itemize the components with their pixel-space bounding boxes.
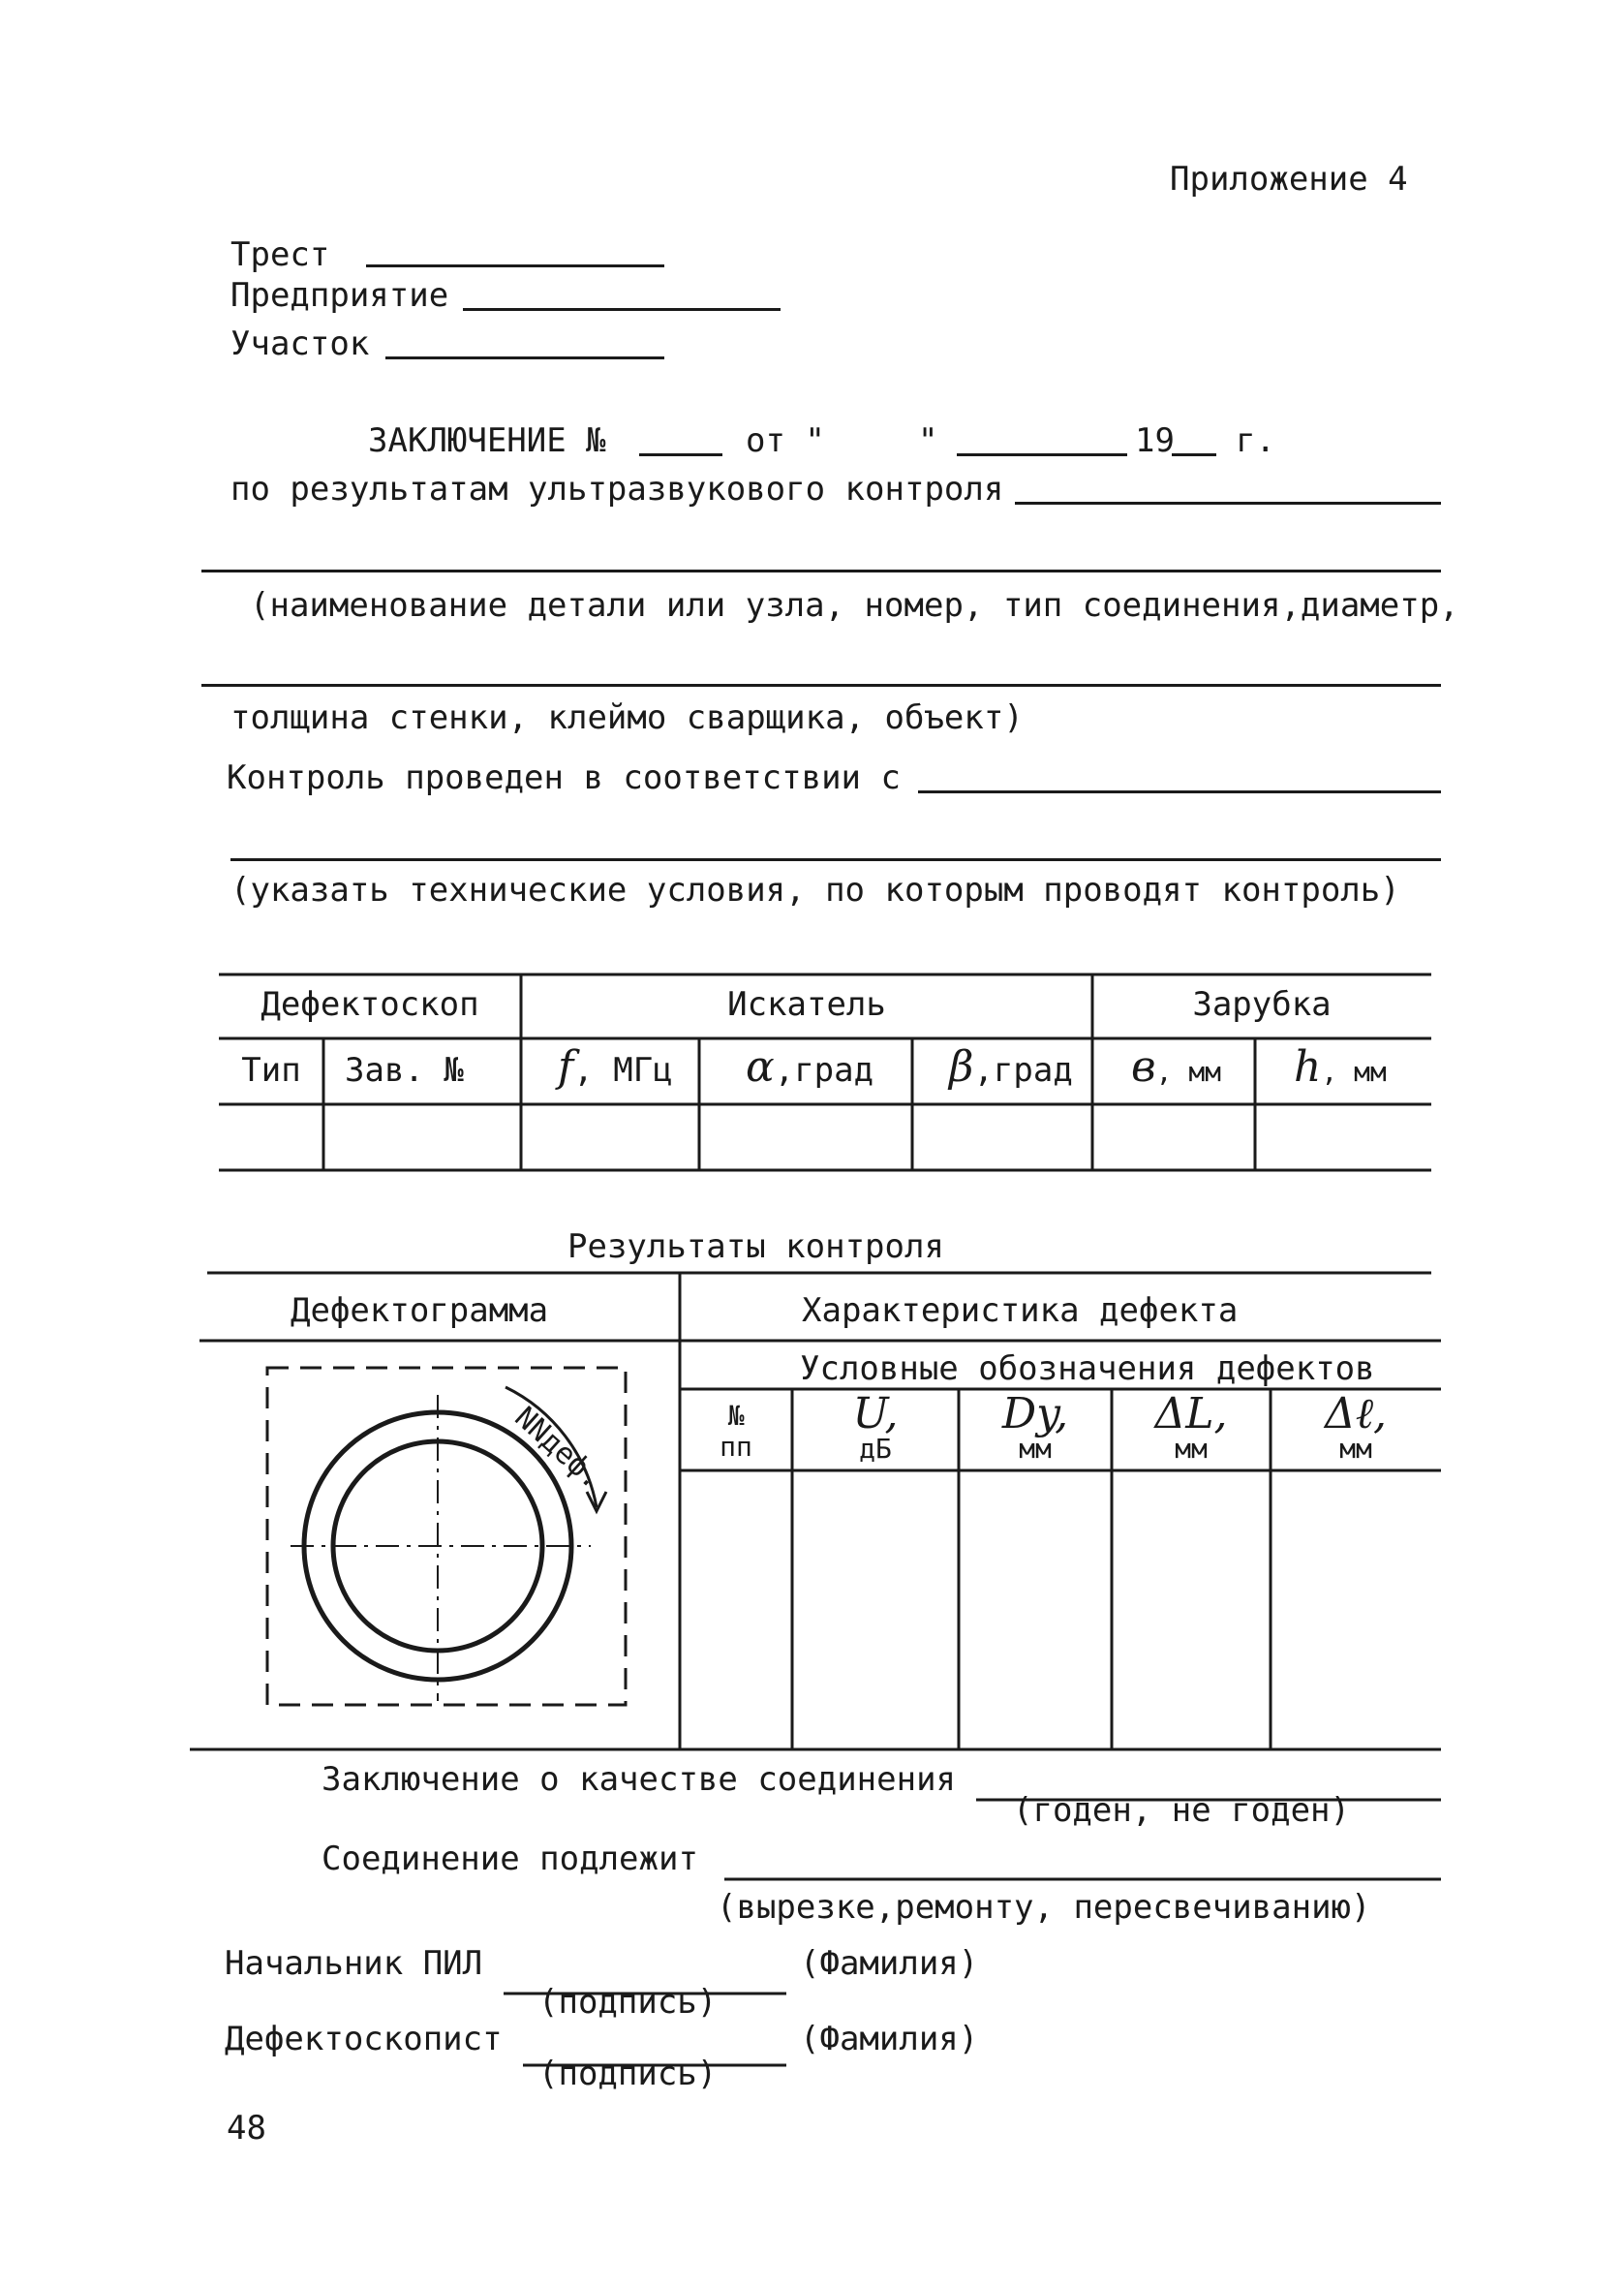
- conclusion-title: ЗАКЛЮЧЕНИЕ №: [368, 421, 606, 460]
- subject-label: Соединение подлежит: [322, 1840, 698, 1878]
- defect-number-arc-label: NNдеф.: [507, 1400, 609, 1497]
- col-serial: Зав. №: [345, 1051, 464, 1090]
- col-beta: β,град: [949, 1042, 1073, 1092]
- defectogram-label: Дефектограмма: [291, 1291, 549, 1330]
- chief-label: Начальник ПИЛ: [225, 1944, 483, 1983]
- col-alpha: α,град: [746, 1042, 874, 1092]
- col-defect-number: № пп: [720, 1400, 752, 1463]
- year-label: 19: [1135, 421, 1175, 460]
- inspector-sign-hint: (подпись): [538, 2055, 718, 2093]
- group-probe: Искатель: [727, 985, 886, 1024]
- year-suffix: г.: [1236, 421, 1275, 460]
- defect-characteristic-label: Характеристика дефекта: [802, 1291, 1239, 1330]
- site-label: Участок: [230, 325, 370, 363]
- part-hint-2: толщина стенки, клеймо сварщика, объект): [230, 698, 1024, 737]
- inspector-label: Дефектоскопист: [225, 2020, 503, 2058]
- date-from-label: от ": [746, 421, 825, 460]
- control-standard-label: Контроль проведен в соответствии с: [227, 758, 901, 797]
- part-hint: (наименование детали или узла, номер, тип соединения,диаметр,: [250, 586, 1459, 625]
- chief-sign-hint: (подпись): [538, 1983, 718, 2022]
- trust-label: Трест: [230, 235, 330, 274]
- quality-label: Заключение о качестве соединения: [322, 1760, 957, 1799]
- appendix-label: Приложение 4: [1170, 160, 1408, 199]
- quality-hint: (годен, не годен): [1013, 1791, 1350, 1830]
- col-frequency: f, МГц: [558, 1042, 673, 1092]
- group-notch: Зарубка: [1192, 985, 1332, 1024]
- enterprise-label: Предприятие: [230, 276, 449, 315]
- col-equivalent-diameter: Dy, мм: [1001, 1389, 1069, 1465]
- col-type: Тип: [241, 1051, 301, 1090]
- col-amplitude: U, дБ: [852, 1389, 899, 1465]
- col-conditional-width: Δℓ, мм: [1324, 1389, 1388, 1465]
- group-flaw-detector: Дефектоскоп: [260, 985, 479, 1024]
- results-title: Результаты контроля: [567, 1227, 944, 1266]
- chief-surname-hint: (Фамилия): [800, 1944, 979, 1983]
- subject-hint: (вырезке,ремонту, пересвечиванию): [717, 1888, 1371, 1927]
- defect-notation-label: Условные обозначения дефектов: [800, 1349, 1375, 1388]
- date-quote: ": [918, 421, 938, 460]
- page-number: 48: [227, 2109, 266, 2148]
- tech-hint: (указать технические условия, по которым проводят контроль): [230, 871, 1400, 910]
- col-height: h, мм: [1294, 1042, 1387, 1092]
- col-width: в, мм: [1131, 1042, 1222, 1092]
- inspector-surname-hint: (Фамилия): [800, 2020, 979, 2058]
- col-conditional-length: ΔL, мм: [1154, 1389, 1228, 1465]
- by-results-label: по результатам ультразвукового контроля: [230, 470, 1004, 509]
